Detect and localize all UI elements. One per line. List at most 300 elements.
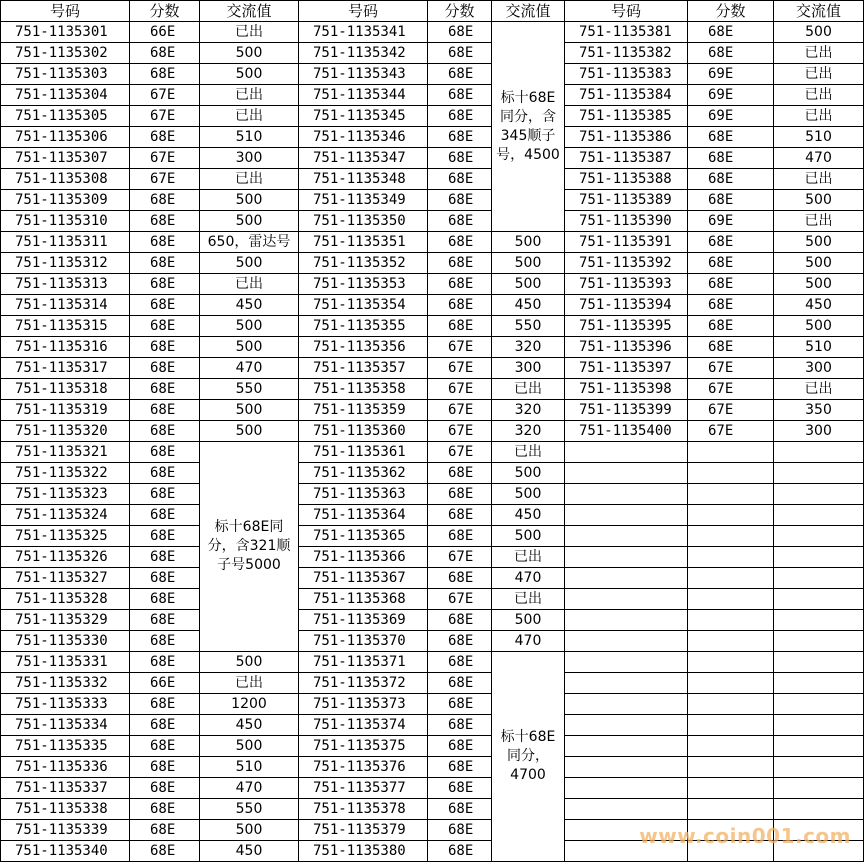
serial-number-cell: 751-1135372 [299, 673, 428, 694]
serial-number-cell: 751-1135320 [1, 421, 130, 442]
empty-cell [688, 547, 774, 568]
serial-number-cell: 751-1135318 [1, 379, 130, 400]
serial-number-cell: 751-1135367 [299, 568, 428, 589]
grade-cell: 68E [130, 547, 200, 568]
grade-cell: 67E [688, 400, 774, 421]
grade-cell: 67E [428, 589, 492, 610]
grade-cell: 67E [130, 85, 200, 106]
value-cell: 1200 [200, 694, 299, 715]
header-code: 号码 [1, 1, 130, 22]
grade-cell: 68E [428, 127, 492, 148]
grade-cell: 66E [130, 673, 200, 694]
grade-cell: 68E [130, 127, 200, 148]
header-code: 号码 [299, 1, 428, 22]
empty-cell [688, 673, 774, 694]
serial-number-cell: 751-1135398 [565, 379, 688, 400]
value-cell: 450 [492, 295, 565, 316]
table-row [1, 85, 864, 106]
serial-number-cell: 751-1135391 [565, 232, 688, 253]
grade-cell: 67E [428, 421, 492, 442]
grade-cell: 68E [130, 211, 200, 232]
empty-cell [688, 652, 774, 673]
empty-cell [774, 442, 864, 463]
grade-cell: 67E [130, 169, 200, 190]
serial-number-cell: 751-1135308 [1, 169, 130, 190]
serial-number-cell: 751-1135396 [565, 337, 688, 358]
serial-number-cell: 751-1135362 [299, 463, 428, 484]
value-cell: 450 [200, 841, 299, 862]
empty-cell [688, 715, 774, 736]
serial-number-cell: 751-1135322 [1, 463, 130, 484]
value-cell: 已出 [774, 43, 864, 64]
serial-number-cell: 751-1135342 [299, 43, 428, 64]
grade-cell: 68E [130, 442, 200, 463]
table-row [1, 421, 864, 442]
value-cell: 500 [200, 337, 299, 358]
serial-number-cell: 751-1135395 [565, 316, 688, 337]
grade-cell: 68E [130, 820, 200, 841]
value-cell: 500 [774, 274, 864, 295]
empty-cell [688, 505, 774, 526]
grade-cell: 68E [428, 85, 492, 106]
value-cell: 500 [200, 652, 299, 673]
serial-number-cell: 751-1135376 [299, 757, 428, 778]
grade-cell: 68E [130, 631, 200, 652]
serial-number-cell: 751-1135321 [1, 442, 130, 463]
table-row [1, 589, 864, 610]
table-row [1, 337, 864, 358]
serial-number-cell: 751-1135325 [1, 526, 130, 547]
value-cell: 510 [774, 127, 864, 148]
table-row [1, 631, 864, 652]
serial-number-cell: 751-1135375 [299, 736, 428, 757]
grade-cell: 68E [130, 316, 200, 337]
serial-number-cell: 751-1135327 [1, 568, 130, 589]
empty-cell [565, 484, 688, 505]
header-value: 交流值 [774, 1, 864, 22]
empty-cell [688, 631, 774, 652]
table-row [1, 148, 864, 169]
merged-note-cell: 标十68E同分，含345顺子号，4500 [492, 22, 565, 232]
grade-cell: 67E [428, 547, 492, 568]
serial-number-cell: 751-1135332 [1, 673, 130, 694]
serial-number-cell: 751-1135317 [1, 358, 130, 379]
empty-cell [565, 736, 688, 757]
value-cell: 470 [774, 148, 864, 169]
grade-cell: 68E [428, 211, 492, 232]
serial-number-cell: 751-1135397 [565, 358, 688, 379]
grade-cell: 68E [428, 820, 492, 841]
value-cell: 470 [492, 568, 565, 589]
table-row [1, 526, 864, 547]
grade-cell: 68E [428, 757, 492, 778]
value-cell: 450 [200, 715, 299, 736]
serial-number-cell: 751-1135354 [299, 295, 428, 316]
grade-cell: 67E [688, 379, 774, 400]
table-row [1, 379, 864, 400]
serial-number-cell: 751-1135335 [1, 736, 130, 757]
value-cell: 550 [200, 379, 299, 400]
empty-cell [774, 841, 864, 862]
table-row [1, 463, 864, 484]
serial-number-cell: 751-1135358 [299, 379, 428, 400]
table-row [1, 778, 864, 799]
value-cell: 已出 [774, 106, 864, 127]
grade-cell: 68E [688, 337, 774, 358]
empty-cell [688, 484, 774, 505]
empty-cell [688, 589, 774, 610]
value-cell: 510 [774, 337, 864, 358]
value-cell: 450 [492, 505, 565, 526]
grade-cell: 68E [428, 148, 492, 169]
value-cell: 已出 [200, 673, 299, 694]
grade-cell: 68E [130, 568, 200, 589]
serial-number-cell: 751-1135301 [1, 22, 130, 43]
empty-cell [688, 778, 774, 799]
serial-number-cell: 751-1135319 [1, 400, 130, 421]
grade-cell: 68E [428, 673, 492, 694]
grade-cell: 68E [130, 799, 200, 820]
table-row [1, 757, 864, 778]
value-cell: 500 [774, 232, 864, 253]
serial-number-cell: 751-1135393 [565, 274, 688, 295]
grade-cell: 68E [688, 253, 774, 274]
value-cell: 已出 [492, 442, 565, 463]
serial-number-cell: 751-1135365 [299, 526, 428, 547]
grade-cell: 68E [130, 463, 200, 484]
value-cell: 300 [200, 148, 299, 169]
header-grade: 分数 [428, 1, 492, 22]
serial-number-cell: 751-1135363 [299, 484, 428, 505]
serial-number-cell: 751-1135330 [1, 631, 130, 652]
serial-number-cell: 751-1135345 [299, 106, 428, 127]
value-cell: 500 [774, 253, 864, 274]
serial-number-cell: 751-1135374 [299, 715, 428, 736]
empty-cell [774, 673, 864, 694]
grade-cell: 68E [130, 589, 200, 610]
grade-cell: 68E [130, 694, 200, 715]
serial-number-cell: 751-1135336 [1, 757, 130, 778]
serial-number-cell: 751-1135348 [299, 169, 428, 190]
value-cell: 500 [492, 526, 565, 547]
serial-number-cell: 751-1135303 [1, 64, 130, 85]
serial-number-cell: 751-1135350 [299, 211, 428, 232]
value-cell: 300 [774, 358, 864, 379]
serial-number-cell: 751-1135311 [1, 232, 130, 253]
serial-number-cell: 751-1135331 [1, 652, 130, 673]
grade-cell: 68E [688, 274, 774, 295]
grade-cell: 68E [130, 400, 200, 421]
empty-cell [565, 505, 688, 526]
grade-cell: 68E [428, 568, 492, 589]
serial-number-cell: 751-1135382 [565, 43, 688, 64]
serial-number-cell: 751-1135346 [299, 127, 428, 148]
grade-cell: 68E [428, 64, 492, 85]
grade-cell: 68E [428, 43, 492, 64]
grade-cell: 68E [428, 505, 492, 526]
serial-number-cell: 751-1135364 [299, 505, 428, 526]
serial-number-cell: 751-1135384 [565, 85, 688, 106]
grade-cell: 69E [688, 211, 774, 232]
grade-cell: 68E [688, 232, 774, 253]
table-row [1, 274, 864, 295]
grade-cell: 68E [688, 316, 774, 337]
grade-cell: 68E [130, 358, 200, 379]
serial-number-cell: 751-1135316 [1, 337, 130, 358]
empty-cell [565, 610, 688, 631]
grade-cell: 68E [130, 652, 200, 673]
grade-cell: 68E [428, 778, 492, 799]
value-cell: 500 [492, 253, 565, 274]
serial-number-cell: 751-1135310 [1, 211, 130, 232]
empty-cell [565, 778, 688, 799]
table-row [1, 211, 864, 232]
serial-number-cell: 751-1135379 [299, 820, 428, 841]
value-cell: 500 [492, 274, 565, 295]
empty-cell [688, 820, 774, 841]
value-cell: 500 [200, 316, 299, 337]
value-cell: 已出 [492, 379, 565, 400]
table-row [1, 22, 864, 43]
grade-cell: 68E [130, 610, 200, 631]
empty-cell [774, 505, 864, 526]
table-row [1, 547, 864, 568]
value-cell: 470 [200, 778, 299, 799]
empty-cell [774, 568, 864, 589]
table-row [1, 253, 864, 274]
grade-cell: 68E [688, 190, 774, 211]
value-cell: 已出 [492, 547, 565, 568]
serial-number-cell: 751-1135356 [299, 337, 428, 358]
grade-cell: 68E [130, 484, 200, 505]
grade-cell: 68E [130, 841, 200, 862]
empty-cell [565, 652, 688, 673]
empty-cell [565, 757, 688, 778]
value-cell: 510 [200, 757, 299, 778]
site-watermark: www.coin001.com [639, 824, 851, 848]
table-row [1, 295, 864, 316]
serial-number-cell: 751-1135333 [1, 694, 130, 715]
value-cell: 300 [492, 358, 565, 379]
grade-cell: 68E [130, 274, 200, 295]
grade-cell: 68E [428, 274, 492, 295]
serial-number-cell: 751-1135353 [299, 274, 428, 295]
empty-cell [688, 799, 774, 820]
table-row [1, 484, 864, 505]
serial-number-cell: 751-1135304 [1, 85, 130, 106]
value-cell: 已出 [774, 85, 864, 106]
grade-cell: 68E [428, 232, 492, 253]
serial-number-cell: 751-1135352 [299, 253, 428, 274]
value-cell: 650，雷达号 [200, 232, 299, 253]
table-row [1, 43, 864, 64]
value-cell: 已出 [200, 85, 299, 106]
grade-cell: 68E [688, 148, 774, 169]
value-cell: 450 [774, 295, 864, 316]
serial-number-cell: 751-1135385 [565, 106, 688, 127]
grade-cell: 68E [130, 379, 200, 400]
value-cell: 470 [492, 631, 565, 652]
empty-cell [688, 757, 774, 778]
serial-number-cell: 751-1135302 [1, 43, 130, 64]
grade-cell: 68E [428, 106, 492, 127]
serial-number-cell: 751-1135307 [1, 148, 130, 169]
empty-cell [565, 820, 688, 841]
empty-cell [774, 526, 864, 547]
serial-number-cell: 751-1135359 [299, 400, 428, 421]
value-cell: 500 [492, 484, 565, 505]
serial-number-cell: 751-1135338 [1, 799, 130, 820]
grade-cell: 67E [428, 442, 492, 463]
value-cell: 500 [200, 253, 299, 274]
grade-cell: 68E [130, 232, 200, 253]
table-row [1, 64, 864, 85]
serial-number-cell: 751-1135357 [299, 358, 428, 379]
grade-cell: 69E [688, 64, 774, 85]
grade-cell: 68E [428, 316, 492, 337]
grade-cell: 68E [130, 64, 200, 85]
empty-cell [774, 757, 864, 778]
value-cell: 500 [492, 610, 565, 631]
empty-cell [565, 568, 688, 589]
grade-cell: 69E [688, 85, 774, 106]
serial-number-cell: 751-1135361 [299, 442, 428, 463]
serial-number-cell: 751-1135399 [565, 400, 688, 421]
grade-cell: 68E [428, 295, 492, 316]
serial-number-cell: 751-1135368 [299, 589, 428, 610]
serial-number-cell: 751-1135400 [565, 421, 688, 442]
header-value: 交流值 [492, 1, 565, 22]
empty-cell [774, 694, 864, 715]
serial-number-cell: 751-1135326 [1, 547, 130, 568]
value-cell: 350 [774, 400, 864, 421]
empty-cell [565, 715, 688, 736]
serial-number-cell: 751-1135314 [1, 295, 130, 316]
grade-cell: 68E [130, 43, 200, 64]
empty-cell [565, 589, 688, 610]
merged-note-cell: 标十68E同分，4700 [492, 652, 565, 862]
empty-cell [565, 463, 688, 484]
serial-number-cell: 751-1135312 [1, 253, 130, 274]
header-grade: 分数 [688, 1, 774, 22]
empty-cell [565, 799, 688, 820]
table-row [1, 841, 864, 862]
value-cell: 已出 [200, 22, 299, 43]
grade-cell: 68E [130, 715, 200, 736]
grade-cell: 68E [688, 127, 774, 148]
serial-number-cell: 751-1135390 [565, 211, 688, 232]
empty-cell [774, 799, 864, 820]
serial-number-cell: 751-1135386 [565, 127, 688, 148]
value-cell: 470 [200, 358, 299, 379]
serial-number-cell: 751-1135323 [1, 484, 130, 505]
table-row [1, 652, 864, 673]
empty-cell [774, 610, 864, 631]
empty-cell [688, 610, 774, 631]
grade-cell: 68E [428, 253, 492, 274]
grade-cell: 68E [130, 778, 200, 799]
serial-number-cell: 751-1135347 [299, 148, 428, 169]
serial-number-cell: 751-1135313 [1, 274, 130, 295]
grade-cell: 68E [428, 694, 492, 715]
empty-cell [774, 778, 864, 799]
serial-number-cell: 751-1135392 [565, 253, 688, 274]
empty-cell [565, 442, 688, 463]
serial-number-cell: 751-1135370 [299, 631, 428, 652]
serial-number-cell: 751-1135369 [299, 610, 428, 631]
empty-cell [688, 568, 774, 589]
value-cell: 500 [200, 820, 299, 841]
value-cell: 550 [492, 316, 565, 337]
empty-cell [774, 652, 864, 673]
table-row [1, 799, 864, 820]
serial-number-cell: 751-1135349 [299, 190, 428, 211]
grade-cell: 68E [688, 22, 774, 43]
grade-cell: 67E [428, 400, 492, 421]
value-cell: 500 [200, 400, 299, 421]
table-row [1, 442, 864, 463]
value-cell: 320 [492, 337, 565, 358]
serial-number-cell: 751-1135337 [1, 778, 130, 799]
value-cell: 已出 [200, 169, 299, 190]
grade-cell: 68E [428, 799, 492, 820]
empty-cell [688, 841, 774, 862]
empty-cell [565, 631, 688, 652]
serial-number-cell: 751-1135373 [299, 694, 428, 715]
grade-cell: 68E [428, 652, 492, 673]
serial-number-cell: 751-1135366 [299, 547, 428, 568]
grade-cell: 68E [428, 169, 492, 190]
value-cell: 500 [492, 463, 565, 484]
table-row [1, 190, 864, 211]
value-cell: 500 [492, 232, 565, 253]
serial-number-cell: 751-1135360 [299, 421, 428, 442]
table-row [1, 505, 864, 526]
empty-cell [688, 463, 774, 484]
grade-cell: 67E [130, 106, 200, 127]
header-row [1, 1, 864, 22]
grade-cell: 68E [130, 253, 200, 274]
serial-number-cell: 751-1135324 [1, 505, 130, 526]
value-cell: 300 [774, 421, 864, 442]
header-value: 交流值 [200, 1, 299, 22]
serial-number-cell: 751-1135315 [1, 316, 130, 337]
grade-cell: 68E [688, 295, 774, 316]
table-row [1, 673, 864, 694]
grade-cell: 68E [428, 22, 492, 43]
value-cell: 500 [200, 64, 299, 85]
empty-cell [774, 589, 864, 610]
serial-number-cell: 751-1135381 [565, 22, 688, 43]
serial-number-cell: 751-1135377 [299, 778, 428, 799]
empty-cell [774, 547, 864, 568]
value-cell: 已出 [774, 211, 864, 232]
grade-cell: 68E [130, 526, 200, 547]
table-row [1, 736, 864, 757]
serial-number-cell: 751-1135378 [299, 799, 428, 820]
serial-number-cell: 751-1135380 [299, 841, 428, 862]
serial-number-cell: 751-1135394 [565, 295, 688, 316]
grade-cell: 67E [130, 148, 200, 169]
serial-number-cell: 751-1135351 [299, 232, 428, 253]
grade-cell: 67E [688, 421, 774, 442]
value-cell: 500 [774, 316, 864, 337]
table-row [1, 400, 864, 421]
serial-number-cell: 751-1135371 [299, 652, 428, 673]
table-row [1, 694, 864, 715]
table-row [1, 232, 864, 253]
grade-cell: 68E [428, 610, 492, 631]
